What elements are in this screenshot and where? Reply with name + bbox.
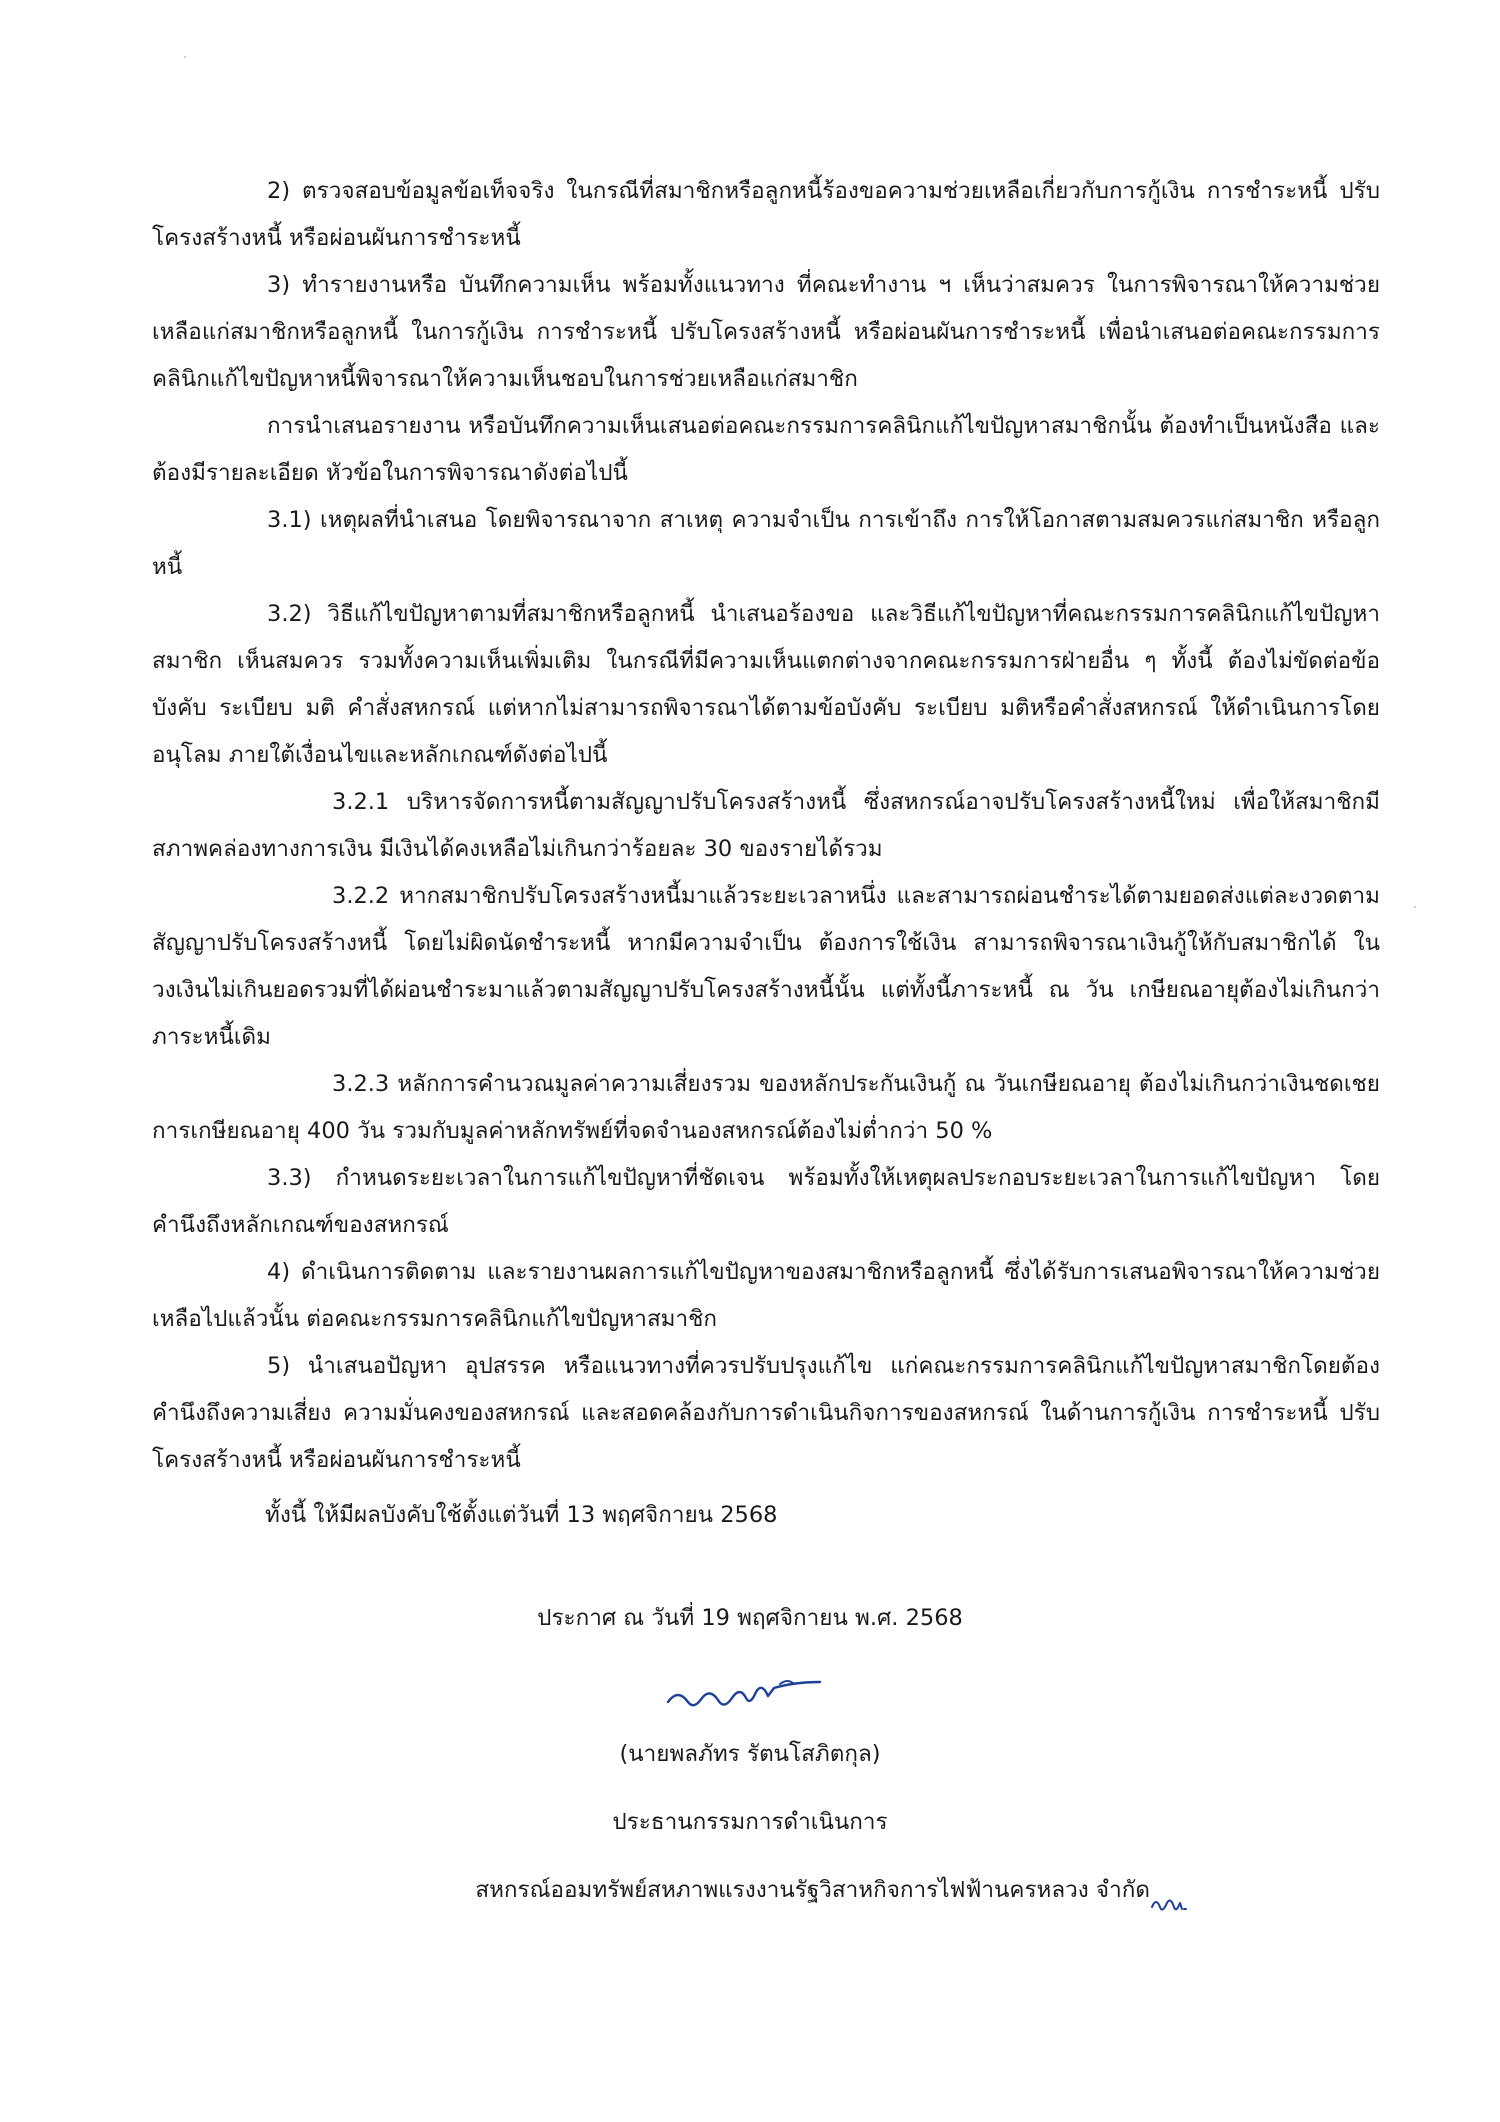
signer-name: (นายพลภัทร รัตนโสภิตกุล) [619,1741,881,1767]
item-3-2-2: 3.2.2 หากสมาชิกปรับโครงสร้างหนี้มาแล้วระยะเวลาหนึ่ง และสามารถผ่อนชำระได้ตามยอดส่งแต่ละงวดตามสัญญาปรับโครงสร้างหนี้ โดยไม่ผิดนัดชำระหนี้ หากมีความจำเป็น ต้องการใช้เงิน สามารถพิจารณาเงินกู้ให้กับสมาชิกได้ ในวงเงินไม่เกินยอดรวมที่ได้ผ่อนชำระมาแล้วตามสัญญาปรับโครงสร้างหนี้นั้น แต่ทั้งนี้ภาระหนี้ ณ วัน เกษียณอายุต้องไม่เกินกว่าภาระหนี้เดิม [152,883,1380,1050]
scan-speck [1414,906,1416,908]
item-5: 5) นำเสนอปัญหา อุปสรรค หรือแนวทางที่ควรปรับปรุงแก้ไข แก่คณะกรรมการคลินิกแก้ไขปัญหาสมาชิกโดยต้องคำนึงถึงความเสี่ยง ความมั่นคงของสหกรณ์ และสอดคล้องกับการดำเนินกิจการของสหกรณ์ ในด้านการกู้เงิน การชำระหนี้ ปรับโครงสร้างหนี้ หรือผ่อนผันการชำระหนี้ [152,1353,1380,1473]
item-3-2-3: 3.2.3 หลักการคำนวณมูลค่าความเสี่ยงรวม ของหลักประกันเงินกู้ ณ วันเกษียณอายุ ต้องไม่เกินกว่าเงินชดเชยการเกษียณอายุ 400 วัน รวมกับมูลค่าหลักทรัพย์ที่จดจำนองสหกรณ์ต้องไม่ต่ำกว่า 50 % [152,1071,1380,1144]
item-4: 4) ดำเนินการติดตาม และรายงานผลการแก้ไขปัญหาของสมาชิกหรือลูกหนี้ ซึ่งได้รับการเสนอพิจารณาให้ความช่วยเหลือไปแล้วนั้น ต่อคณะกรรมการคลินิกแก้ไขปัญหาสมาชิก [152,1259,1380,1332]
effective-date: ทั้งนี้ ให้มีผลบังคับใช้ตั้งแต่วันที่ 13 พฤศจิกายน 2568 [265,1502,778,1528]
announcement-date: ประกาศ ณ วันที่ 19 พฤศจิกายน พ.ศ. 2568 [537,1605,963,1631]
item-2: 2) ตรวจสอบข้อมูลข้อเท็จจริง ในกรณีที่สมาชิกหรือลูกหนี้ร้องขอความช่วยเหลือเกี่ยวกับการกู้เงิน การชำระหนี้ ปรับโครงสร้างหนี้ หรือผ่อนผันการชำระหนี้ [152,178,1380,251]
organization-name: สหกรณ์ออมทรัพย์สหภาพแรงงานรัฐวิสาหกิจการไฟฟ้านครหลวง จำกัด [475,1877,1150,1903]
item-3-2: 3.2) วิธีแก้ไขปัญหาตามที่สมาชิกหรือลูกหนี้ นำเสนอร้องขอ และวิธีแก้ไขปัญหาที่คณะกรรมการคลินิกแก้ไขปัญหาสมาชิก เห็นสมควร รวมทั้งความเห็นเพิ่มเติม ในกรณีที่มีความเห็นแตกต่างจากคณะกรรมการฝ่ายอื่น ๆ ทั้งนี้ ต้องไม่ขัดต่อข้อบังคับ ระเบียบ มติ คำสั่งสหกรณ์ แต่หากไม่สามารถพิจารณาได้ตามข้อบังคับ ระเบียบ มติหรือคำสั่งสหกรณ์ ให้ดำเนินการโดยอนุโลม ภายใต้เงื่อนไขและหลักเกณฑ์ดังต่อไปนี้ [152,601,1380,768]
initials-mark [1148,1885,1192,1919]
item-3: 3) ทำรายงานหรือ บันทึกความเห็น พร้อมทั้งแนวทาง ที่คณะทำงาน ฯ เห็นว่าสมควร ในการพิจารณาให้ความช่วยเหลือแก่สมาชิกหรือลูกหนี้ ในการกู้เงิน การชำระหนี้ ปรับโครงสร้างหนี้ หรือผ่อนผันการชำระหนี้ เพื่อนำเสนอต่อคณะกรรมการคลินิกแก้ไขปัญหาหนี้พิจารณาให้ความเห็นชอบในการช่วยเหลือแก่สมาชิก [152,272,1380,392]
item-3-3: 3.3) กำหนดระยะเวลาในการแก้ไขปัญหาที่ชัดเจน พร้อมทั้งให้เหตุผลประกอบระยะเวลาในการแก้ไขปัญหา โดยคำนึงถึงหลักเกณฑ์ของสหกรณ์ [152,1165,1380,1238]
scan-speck [184,56,186,58]
item-3-1: 3.1) เหตุผลที่นำเสนอ โดยพิจารณาจาก สาเหตุ ความจำเป็น การเข้าถึง การให้โอกาสตามสมควรแก่สมาชิก หรือลูกหนี้ [152,507,1380,580]
signer-position: ประธานกรรมการดำเนินการ [612,1809,888,1835]
signature [660,1670,860,1720]
item-3-2-1: 3.2.1 บริหารจัดการหนี้ตามสัญญาปรับโครงสร้างหนี้ ซึ่งสหกรณ์อาจปรับโครงสร้างหนี้ใหม่ เพื่อให้สมาชิกมีสภาพคล่องทางการเงิน มีเงินได้คงเหลือไม่เกินกว่าร้อยละ 30 ของรายได้รวม [152,789,1380,862]
presentation-paragraph: การนำเสนอรายงาน หรือบันทึกความเห็นเสนอต่อคณะกรรมการคลินิกแก้ไขปัญหาสมาชิกนั้น ต้องทำเป็นหนังสือ และต้องมีรายละเอียด หัวข้อในการพิจารณาดังต่อไปนี้ [152,413,1380,486]
